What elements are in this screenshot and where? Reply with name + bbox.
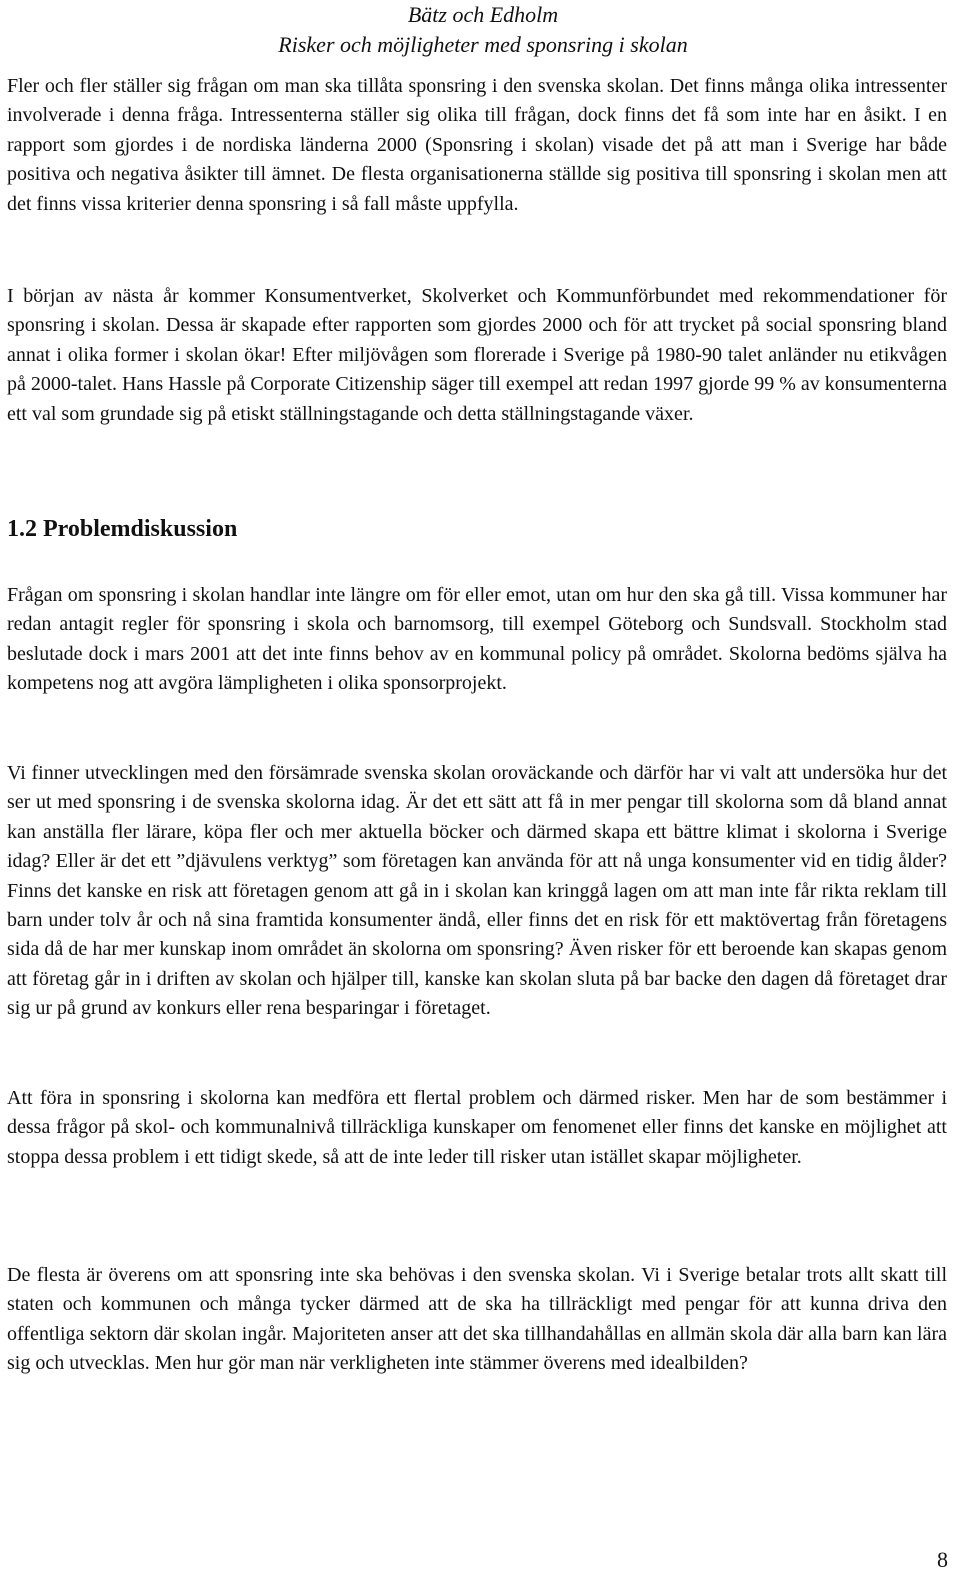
paragraph: De flesta är överens om att sponsring inte ska behövas i den svenska skolan. Vi i Sverige betalar trots allt skatt till staten och kommunen och många tycker därmed att de ska ha tillräckligt med pengar för att kunna driva den offentliga sektorn där skolan ingår. Majoriteten anser att det ska tillhandahållas en allmän skola där alla barn kan lära sig och utvecklas. Men hur gör man när verkligheten inte stämmer överens med idealbilden? xyxy=(7,1264,947,1375)
section-paragraph-3 xyxy=(7,1084,947,1172)
section-heading: 1.2 Problemdiskussion xyxy=(7,516,238,542)
section-paragraph-2 xyxy=(7,759,947,1024)
page-number: 8 xyxy=(937,1547,948,1572)
section-paragraph-4 xyxy=(7,1261,947,1379)
paragraph: Vi finner utvecklingen med den försämrade svenska skolan oroväckande och därför har vi valt att undersöka hur det ser ut med sponsring i de svenska skolorna idag. Är det ett sätt att få in mer pengar till skolorna som då bland annat kan anställa fler lärare, köpa fler och mer aktuella böcker och därmed skapa ett bättre klimat i skolorna i Sverige idag? Eller är det ett ”djävulens verktyg” som företagen kan använda för att nå unga konsumenter vid en tidig ålder? Finns det kanske en risk att företagen genom att gå in i skolan kan kringgå lagen om att man inte får rikta reklam till barn under tolv år och nå sina framtida konsumenter ändå, eller finns det en risk för ett maktövertag från företagens sida då de har mer kunskap inom området än skolorna om sponsring? Även risker för ett beroende kan skapas genom att företag går in i driften av skolan och hjälper till, kanske kan skolan sluta på bar backe den dagen då företaget drar sig ur på grund av konkurs eller rena besparingar i företaget. xyxy=(7,762,947,1020)
paragraph: I början av nästa år kommer Konsumentverket, Skolverket och Kommunförbundet med rekommendationer för sponsring i skolan. Dessa är skapade efter rapporten som gjordes 2000 och för att trycket på social sponsring bland annat i olika former i skolan ökar! Efter miljövågen som florerade i Sverige på 1980-90 talet anländer nu etikvågen på 2000-talet. Hans Hassle på Corporate Citizenship säger till exempel att redan 1997 gjorde 99 % av konsumenterna ett val som grundade sig på etiskt ställningstagande och detta ställningstagande växer. xyxy=(7,285,947,425)
header-authors: Bätz och Edholm xyxy=(407,2,559,27)
paragraph: Fler och fler ställer sig frågan om man ska tillåta sponsring i den svenska skolan. Det finns många olika intressenter involverade i denna fråga. Intressenterna ställer sig olika till frågan, dock finns det få som inte har en åsikt. I en rapport som gjordes i de nordiska länderna 2000 (Sponsring i skolan) visade det på att man i Sverige har både positiva och negativa åsikter till ämnet. De flesta organisationerna ställde sig positiva till sponsring i skolan men att det finns vissa kriterier denna sponsring i så fall måste uppfylla. xyxy=(7,75,947,215)
intro-paragraph-1 xyxy=(7,72,947,219)
intro-paragraph-2 xyxy=(7,282,947,429)
running-header xyxy=(233,0,733,60)
paragraph: Att föra in sponsring i skolorna kan medföra ett flertal problem och därmed risker. Men har de som bestämmer i dessa frågor på skol- och kommunalnivå tillräckliga kunskaper om fenomenet eller finns det kanske en möjlighet att stoppa dessa problem i ett tidigt skede, så att de inte leder till risker utan istället skapar möjligheter. xyxy=(7,1087,947,1168)
section-paragraph-1 xyxy=(7,581,947,699)
paragraph: Frågan om sponsring i skolan handlar inte längre om för eller emot, utan om hur den ska gå till. Vissa kommuner har redan antagit regler för sponsring i skola och barnomsorg, till exempel Göteborg och Sundsvall. Stockholm stad beslutade dock i mars 2001 att det inte finns behov av en kommunal policy på området. Skolorna bedöms själva ha kompetens nog att avgöra lämpligheten i olika sponsorprojekt. xyxy=(7,584,947,695)
header-title: Risker och möjligheter med sponsring i skolan xyxy=(278,32,688,57)
